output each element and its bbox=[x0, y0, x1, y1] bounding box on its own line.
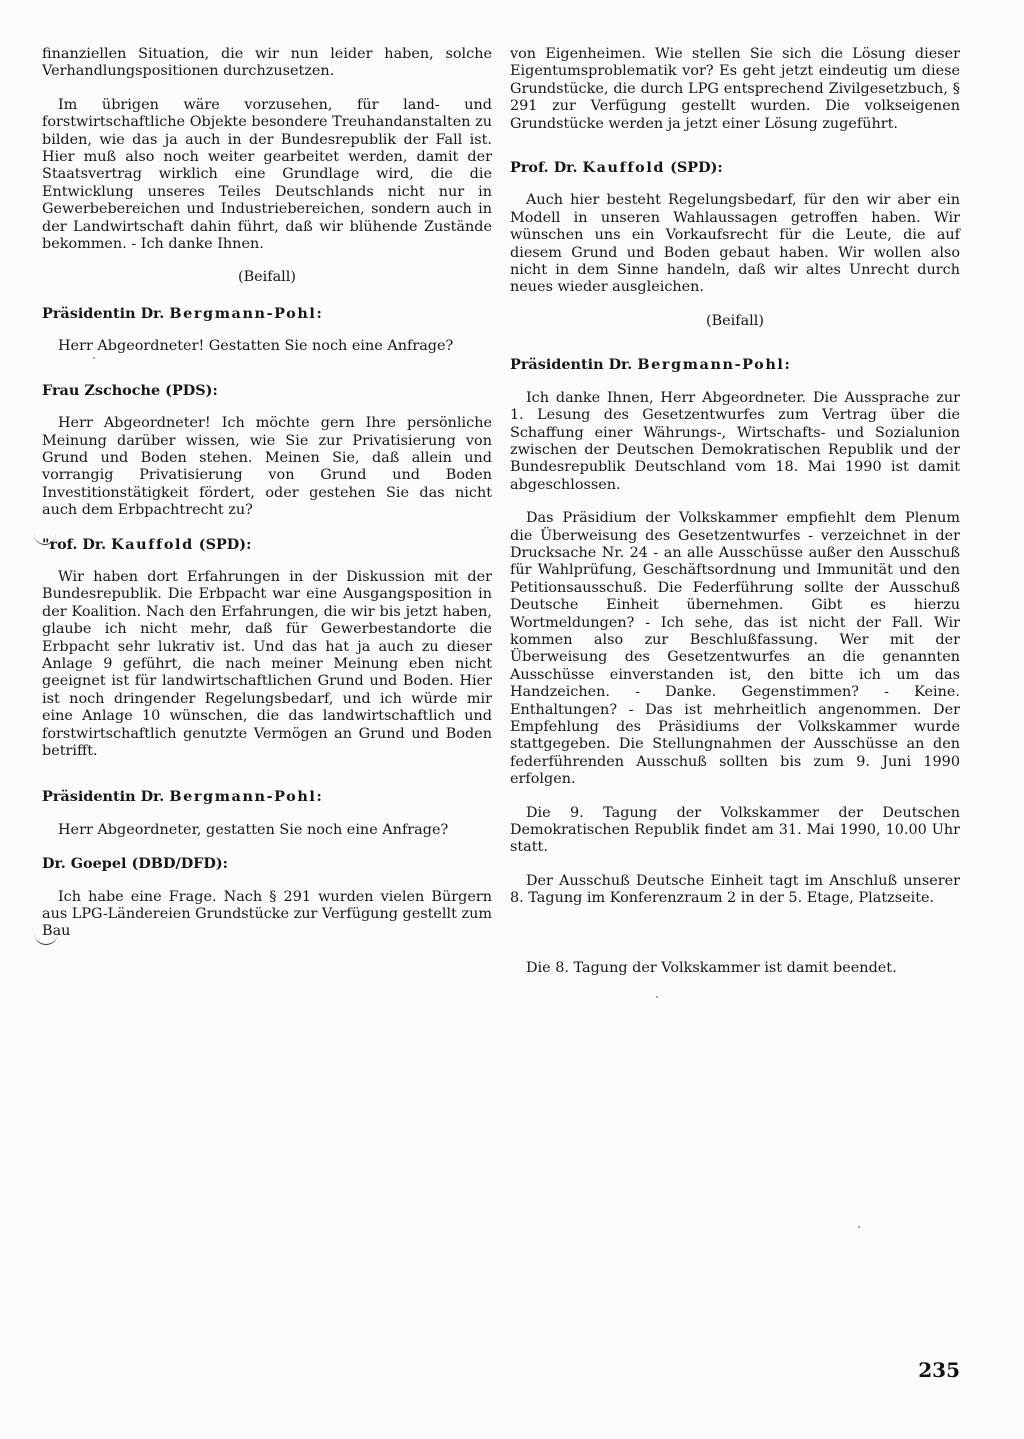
page-number: 235 bbox=[918, 1358, 960, 1382]
paragraph: Der Ausschuß Deutsche Einheit tagt im Anschluß unserer 8. Tagung im Konferenzraum 2 in der 5. Etage, Platzseite. bbox=[510, 872, 960, 907]
speaker-name: Bergmann-Pohl: bbox=[637, 356, 792, 374]
speaker-heading bbox=[42, 305, 492, 322]
speaker-heading bbox=[510, 159, 960, 176]
speaker-name: Kauffold bbox=[582, 159, 666, 177]
speaker-title: Prof. Dr. bbox=[510, 159, 583, 177]
speaker-title: Präsidentin Dr. bbox=[510, 356, 638, 374]
speaker-name: Kauffold bbox=[111, 535, 194, 553]
speaker-party: (PDS): bbox=[160, 381, 218, 399]
speaker-name: Bergmann-Pohl: bbox=[169, 788, 324, 806]
paragraph: Ich habe eine Frage. Nach § 291 wurden vielen Bürgern aus LPG-Ländereien Grundstücke zur Verfügung gestellt zum Bau bbox=[42, 888, 492, 940]
speaker-title: "rof. Dr. bbox=[42, 535, 112, 553]
scan-speck bbox=[858, 1226, 860, 1228]
paragraph: Auch hier besteht Regelungsbedarf, für den wir aber ein Modell in unseren Wahlaussagen getroffen haben. Wir wünschen uns ein Vorkaufsrecht für die Leute, die auf diesem Grund und Boden gebaut haben. Wir wollen also nicht in dem Sinne handeln, daß wir altes Unrecht durch neues wieder ausgleichen. bbox=[510, 192, 960, 296]
speaker-party: (SPD): bbox=[665, 159, 723, 177]
paragraph: Die 8. Tagung der Volkskammer ist damit beendet. bbox=[526, 959, 897, 976]
speaker-heading bbox=[42, 382, 492, 399]
paragraph: Ich danke Ihnen, Herr Abgeordneter. Die Aussprache zur 1. Lesung des Gesetzentwurfes zum Vertrag über die Schaffung einer Währungs-, Wirtschafts- und Sozialunion zwischen der Deutschen Demokratischen Republik und der Bundesrepublik Deutschland vom 18. Mai 1990 ist damit abgeschlossen. bbox=[510, 389, 960, 493]
applause-note: (Beifall) bbox=[705, 312, 765, 329]
scan-speck bbox=[656, 996, 658, 998]
paragraph: Wir haben dort Erfahrungen in der Diskussion mit der Bundesrepublik. Die Erbpacht war eine Ausgangsposition in der Koalition. Nach den Erfahrungen, die wir bis jetzt haben, glaube ich nicht mehr, daß für Gewerbestandorte die Erbpacht sehr lukrativ ist. Und das hat ja auch zu dieser Anlage 9 geführt, die nach meiner Meinung eben nicht geeignet ist für landwirtschaftlichen Grund und Boden. Hier ist noch dringender Regelungsbedarf, und ich würde mir eine Anlage 10 wünschen, die das landwirtschaftlich und forstwirtschaftlich genutzte Vermögen an Grund und Boden betrifft. bbox=[42, 568, 492, 759]
paragraph: Die 9. Tagung der Volkskammer der Deutschen Demokratischen Republik findet am 31. Mai 1990, 10.00 Uhr statt. bbox=[510, 804, 960, 856]
speaker-name: Dr. Goepel bbox=[42, 855, 127, 873]
right-column bbox=[510, 46, 960, 993]
paragraph: Herr Abgeordneter! Ich möchte gern Ihre persönliche Meinung darüber wissen, wie Sie zur Privatisierung von Grund und Boden stehen. Meinen Sie, daß allein und vorrangig Privatisierung von Grund und Boden Investitionstätigkeit fördert, oder gestehen Sie das nicht auch dem Erbpachtrecht zu? bbox=[42, 415, 492, 519]
paragraph: Herr Abgeordneter! Gestatten Sie noch eine Anfrage? bbox=[58, 338, 454, 355]
speaker-title: Präsidentin Dr. bbox=[42, 788, 170, 806]
paragraph: Im übrigen wäre vorzusehen, für land- und forstwirtschaftliche Objekte besondere Treuhandanstalten zu bilden, wie das ja auch in der Bundesrepublik der Fall ist. Hier muß also noch weiter gearbeitet werden, damit der Staatsvertrag wirklich eine Grundlage wird, die die Entwicklung unseres Teiles Deutschlands nicht nur in Gewerbebereichen und Industriebereichen, sondern auch in der Landwirtschaft dahin führt, daß wir blühende Zustände bekommen. - Ich danke Ihnen. bbox=[42, 96, 492, 253]
speaker-heading bbox=[42, 536, 492, 553]
scan-speck bbox=[93, 357, 95, 359]
speaker-title: Präsidentin Dr. bbox=[42, 304, 170, 322]
speaker-party: (DBD/DFD): bbox=[126, 855, 228, 873]
left-column bbox=[42, 46, 492, 957]
speaker-name: Frau Zschoche bbox=[42, 381, 161, 399]
speaker-heading bbox=[510, 356, 960, 373]
speaker-name: Bergmann-Pohl: bbox=[169, 304, 324, 322]
paragraph: Das Präsidium der Volkskammer empfiehlt dem Plenum die Überweisung des Gesetzentwurfes - verzeichnet in der Drucksache Nr. 24 - an alle Ausschüsse außer den Ausschuß für Wahlprüfung, Geschäftsordnung und Immunität und den Petitionsausschuß. Die Federführung sollte der Ausschuß Deutsche Einheit übernehmen. Gibt es hierzu Wortmeldungen? - Ich sehe, das ist nicht der Fall. Wir kommen also zur Beschlußfassung. Wer mit der Überweisung des Gesetzentwurfes an die genannten Ausschüsse einverstanden ist, den bitte ich um das Handzeichen. - Danke. Gegenstimmen? - Keine. Enthaltungen? - Das ist mehrheitlich angenommen. Der Empfehlung des Präsidiums der Volkskammer wurde stattgegeben. Die Stellungnahmen der Ausschüsse an den federführenden Ausschuß sollten bis zum 9. Juni 1990 erfolgen. bbox=[510, 510, 960, 788]
applause-note: (Beifall) bbox=[237, 269, 297, 286]
paragraph: finanziellen Situation, die wir nun leider haben, solche Verhandlungspositionen durchzusetzen. bbox=[42, 46, 492, 80]
speaker-heading bbox=[42, 788, 492, 805]
speaker-party: (SPD): bbox=[193, 535, 252, 553]
speaker-heading bbox=[42, 855, 492, 872]
paragraph: Herr Abgeordneter, gestatten Sie noch eine Anfrage? bbox=[58, 821, 449, 838]
paragraph: von Eigenheimen. Wie stellen Sie sich die Lösung dieser Eigentumsproblematik vor? Es geht jetzt eindeutig um diese Grundstücke, die durch LPG entsprechend Zivilgesetzbuch, § 291 zur Verfügung gestellt wurden. Die volkseigenen Grundstücke werden ja jetzt einer Lösung zugeführt. bbox=[510, 46, 960, 132]
